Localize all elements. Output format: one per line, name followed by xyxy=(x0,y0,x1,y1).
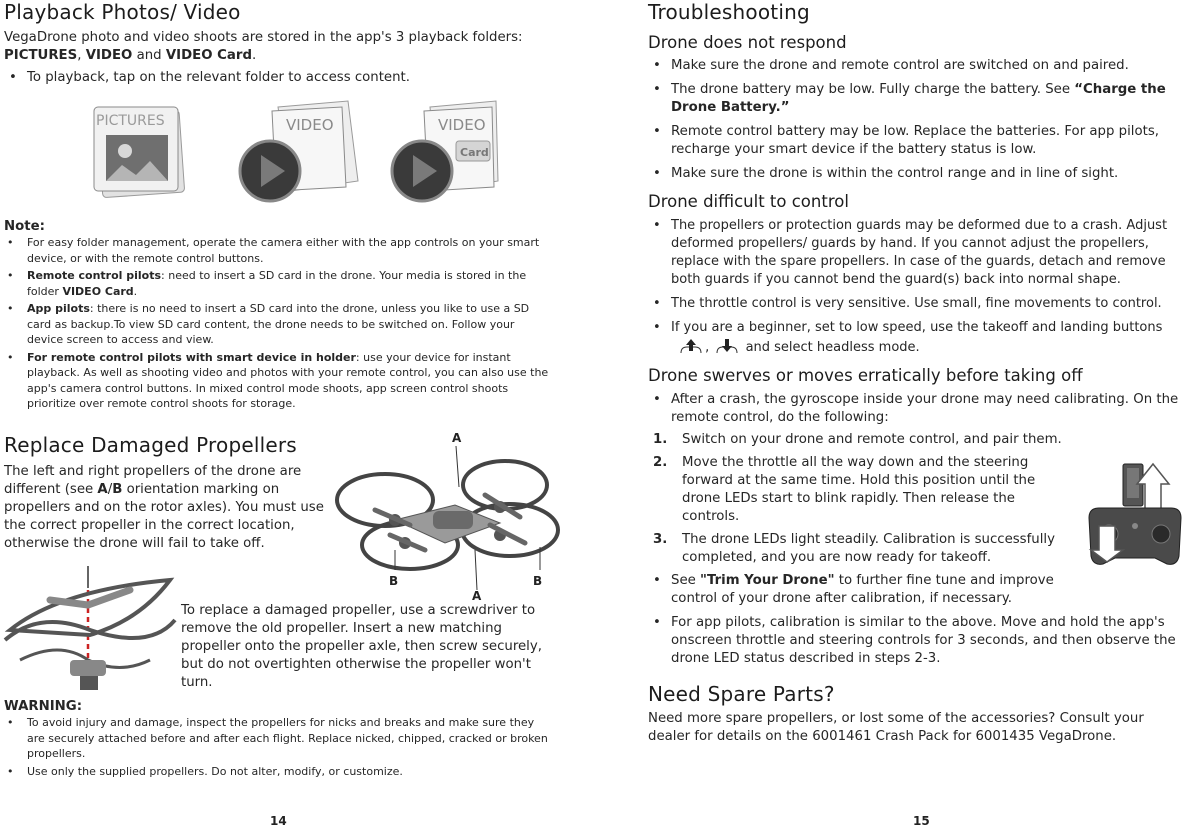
folder-pictures-label: PICTURES xyxy=(4,48,78,63)
propeller-replace-illustration xyxy=(0,560,178,692)
s1-item: • Make sure the drone and remote control are switched on and paired. xyxy=(648,57,1183,75)
s1-item2-link: “Charge the Drone Battery.” xyxy=(671,82,1166,115)
calibration-step xyxy=(648,431,1078,449)
spare-text: Need more spare propellers, or lost some of the accessories? Consult your dealer for details on the 6001461 Crash Pack for 6001435 VegaDrone. xyxy=(648,711,1144,744)
note-item-folder: VIDEO Card xyxy=(62,284,134,298)
step-text: Move the throttle all the way down and the steering forward at the same time. Hold this position until the drone LEDs start to blink rapidly. Then release the controls. xyxy=(682,455,1036,524)
playback-title: Playback Photos/ Video xyxy=(4,0,241,24)
s3-steps xyxy=(648,431,1078,608)
remote-control-illustration xyxy=(1085,460,1185,570)
playback-intro: VegaDrone photo and video shoots are stored in the app's 3 playback folders: PICTURES, VIDEO and VIDEO Card. xyxy=(4,30,523,63)
s1-item xyxy=(648,81,1183,117)
video-folder-label: VIDEO xyxy=(286,116,334,134)
note-list xyxy=(4,235,549,412)
calibration-step xyxy=(648,531,1077,567)
s3-last-list xyxy=(648,614,1183,668)
step-number: 1. xyxy=(653,432,668,447)
propellers-p2: To replace a damaged propeller, use a screwdriver to remove the old propeller. Insert a new matching propeller onto the propeller axle, then screw securely, but do not overtighten otherwise the propeller won't turn. xyxy=(181,603,542,690)
note-item-text: : there is no need to insert a SD card into the drone, unless you like to use a SD card as backup.To view SD card content, the drone needs to be switched on. Follow your device screen to access and view. xyxy=(27,302,530,346)
spare-title: Need Spare Parts? xyxy=(648,682,835,706)
takeoff-button-icon xyxy=(677,337,705,355)
s1-heading: Drone does not respond xyxy=(648,33,847,52)
drone-label-b-right: B xyxy=(533,574,543,588)
drone-illustration xyxy=(335,425,565,603)
s1-item: • Make sure the drone is within the control range and in line of sight. xyxy=(648,165,1183,183)
step-text: The drone LEDs light steadily. Calibration is successfully completed, and you are now ready for takeoff. xyxy=(682,532,1055,565)
s1-item2-text: The drone battery may be low. Fully charge the battery. See xyxy=(671,82,1071,97)
left-page-title-wrap xyxy=(4,0,241,24)
s2-item3-text: If you are a beginner, set to low speed, use the takeoff and landing buttons xyxy=(671,320,1163,335)
note-item-text: : need to insert a SD card in the drone. Your media is stored in the folder xyxy=(27,269,527,298)
note-heading: Note: xyxy=(4,219,45,234)
video-card-folder-icon xyxy=(392,101,498,201)
p1-A: A xyxy=(97,482,108,497)
propellers-p1: The left and right propellers of the drone are different (see A/B orientation marking on propellers and on the rotor axles). You must use the correct propeller in the correct location, otherwise the drone will fail to take off. xyxy=(4,464,324,551)
warning-list xyxy=(4,715,554,779)
s2-list xyxy=(648,217,1193,357)
step-text: Switch on your drone and remote control, and pair them. xyxy=(682,432,1062,447)
p1-text-b: orientation marking on propellers and on the rotor axles). You must use the correct propeller in the correct location, otherwise the drone will fail to take off. xyxy=(4,482,324,551)
s2-item3-text-b: and select headless mode. xyxy=(745,340,920,355)
page-number-right: 15 xyxy=(913,814,930,828)
intro-text: VegaDrone photo and video shoots are stored in the app's 3 playback folders: xyxy=(4,30,523,45)
warning-heading: WARNING: xyxy=(4,699,83,714)
note-item-bold: For remote control pilots with smart device in holder xyxy=(27,350,356,364)
video-folder-icon xyxy=(240,101,358,201)
s3-list xyxy=(648,391,1193,427)
and-text: and xyxy=(136,48,162,63)
drone-label-a-bottom: A xyxy=(472,589,482,603)
pictures-folder-label: PICTURES xyxy=(96,113,165,129)
folder-icons xyxy=(80,95,500,205)
landing-button-icon xyxy=(713,337,741,355)
s2-item3-sep: , xyxy=(705,340,710,355)
propellers-title: Replace Damaged Propellers xyxy=(4,433,297,457)
playback-bullets xyxy=(4,69,564,87)
note-item-bold: App pilots xyxy=(27,302,90,315)
note-item-bold: Remote control pilots xyxy=(27,269,162,282)
s3-item: • After a crash, the gyroscope inside your drone may need calibrating. On the remote control, do the following: xyxy=(648,391,1193,427)
s3-see-item xyxy=(648,572,1068,608)
folder-video-label: VIDEO xyxy=(85,48,133,63)
s2-item xyxy=(648,319,1191,357)
step-number: 3. xyxy=(653,532,668,547)
warning-item: • To avoid injury and damage, inspect the propellers for nicks and breaks and make sure they are securely attached before and after each flight. Replace nicked, chipped, cracked or broken propellers. xyxy=(4,715,554,762)
pictures-folder-icon xyxy=(94,107,185,198)
s3-last-item: • For app pilots, calibration is similar to the above. Move and hold the app's onscreen throttle and steering controls for 3 seconds, and then observe the drone LED status described in steps 2-3. xyxy=(648,614,1183,668)
card-label: Card xyxy=(460,146,489,159)
s1-item: • Remote control battery may be low. Replace the batteries. For app pilots, recharge your smart device if the battery status is low. xyxy=(648,123,1183,159)
note-item-text: : use your device for instant playback. As well as shooting video and photos with your remote control, you can also use the app's camera control buttons. In mixed control mode shoots, app screen control shoots prioritize over remote control shoots for storage. xyxy=(27,350,549,410)
see-text-b: to further fine tune and improve control of your drone after calibration, if necessary. xyxy=(671,573,1054,606)
page-number-left: 14 xyxy=(270,814,287,828)
video-card-folder-label: VIDEO xyxy=(438,116,486,134)
see-link: "Trim Your Drone" xyxy=(700,573,835,588)
step-number: 2. xyxy=(653,455,668,470)
note-item: • For easy folder management, operate the camera either with the app controls on your smart device, or with the remote control buttons. xyxy=(4,235,549,266)
note-item xyxy=(4,350,549,412)
folder-video-card-label: VIDEO Card xyxy=(165,48,252,63)
s3-see-list xyxy=(648,572,1068,608)
s2-item: • The propellers or protection guards may be deformed due to a crash. Adjust deformed propellers/ guards by hand. If you cannot adjust the propellers, replace with the spare propellers. In case of the guards, detach and remove both guards if you cannot bend the guard(s) back into normal shape. xyxy=(648,217,1181,289)
note-block xyxy=(4,218,564,412)
drone-label-a-top: A xyxy=(452,431,462,445)
note-item xyxy=(4,301,549,348)
p1-B: B xyxy=(112,482,123,497)
troubleshooting-title: Troubleshooting xyxy=(648,0,810,24)
drone-label-b-left: B xyxy=(389,574,399,588)
s2-heading: Drone difficult to control xyxy=(648,192,849,211)
p1-text-a: The left and right propellers of the drone are different (see xyxy=(4,464,302,497)
see-text-a: See xyxy=(671,573,696,588)
calibration-step xyxy=(648,454,1052,526)
s2-item: • The throttle control is very sensitive. Use small, fine movements to control. xyxy=(648,295,1193,313)
warning-block xyxy=(4,698,564,779)
s1-list xyxy=(648,57,1183,183)
note-item: • Remote control pilots: need to insert a SD card in the drone. Your media is stored in the folder VIDEO Card. xyxy=(4,268,549,299)
warning-item: • Use only the supplied propellers. Do not alter, modify, or customize. xyxy=(4,764,554,780)
playback-bullet: • To playback, tap on the relevant folder to access content. xyxy=(4,69,564,87)
s3-heading: Drone swerves or moves erratically before taking off xyxy=(648,366,1083,385)
